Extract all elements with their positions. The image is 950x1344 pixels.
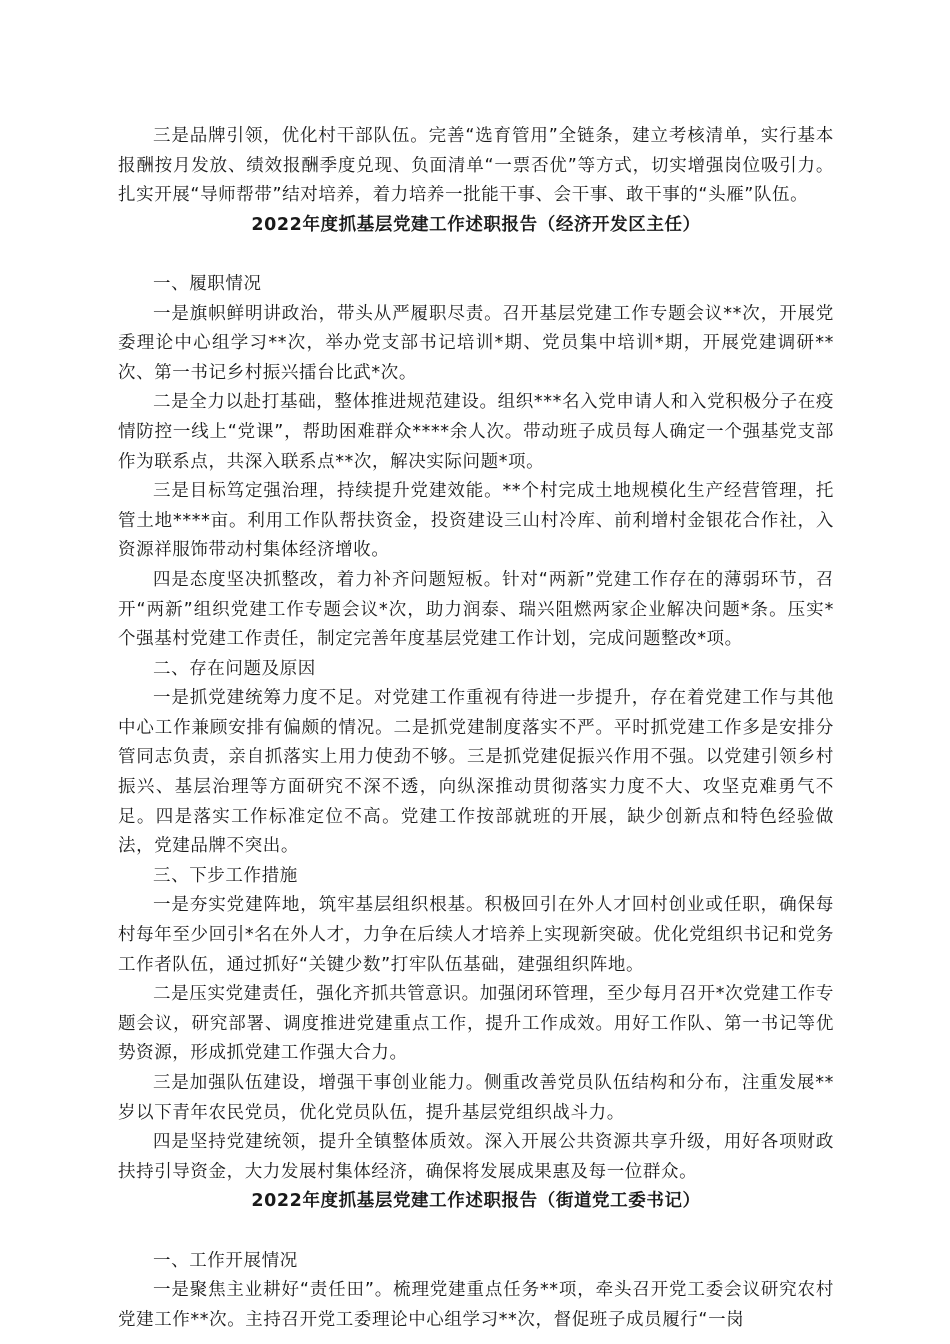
document-body [118, 122, 834, 1335]
report1-section1-paragraph-2: 二是全力以赴打基础，整体推进规范建设。组织***名入党申请人和入党积极分子在疫情防控一线上“党课”，帮助困难群众****余人次。带动班子成员每人确定一个强基党支部作为联系点，共深入联系点**次，解决实际问题*项。 [118, 392, 834, 472]
report2-section1-paragraph-1: 一是聚焦主业耕好“责任田”。梳理党建重点任务**项，牵头召开党工委会议研究农村党建工作**次。主持召开党工委理论中心组学习**次，督促班子成员履行“一岗 [118, 1280, 834, 1330]
report1-section3-paragraph-1: 一是夯实党建阵地，筑牢基层组织根基。积极回引在外人才回村创业或任职，确保每村每年至少回引*名在外人才，力争在后续人才培养上实现新突破。优化党组织书记和党务工作者队伍，通过抓好“关键少数”打牢队伍基础，建强组织阵地。 [118, 895, 834, 975]
report1-section1-paragraph-4: 四是态度坚决抓整改，着力补齐问题短板。针对“两新”党建工作存在的薄弱环节，召开“两新”组织党建工作专题会议*次，助力润泰、瑞兴阻燃两家企业解决问题*条。压实*个强基村党建工作责任，制定完善年度基层党建工作计划，完成问题整改*项。 [118, 569, 834, 650]
report1-section1-paragraph-1: 一是旗帜鲜明讲政治，带头从严履职尽责。召开基层党建工作专题会议**次，开展党委理论中心组学习**次，举办党支部书记培训*期、党员集中培训*期，开展党建调研**次、第一书记乡村振兴擂台比武*次。 [118, 303, 834, 383]
report1-section3-paragraph-3: 三是加强队伍建设，增强干事创业能力。侧重改善党员队伍结构和分布，注重发展**岁以下青年农民党员，优化党员队伍，提升基层党组织战斗力。 [118, 1073, 834, 1123]
blank-line [118, 240, 834, 270]
report2-section1-heading: 一、工作开展情况 [153, 1250, 298, 1271]
intro-paragraph: 三是品牌引领，优化村干部队伍。完善“选育管用”全链条，建立考核清单，实行基本报酬按月发放、绩效报酬季度兑现、负面清单“一票否优”等方式，切实增强岗位吸引力。扎实开展“导师帮带”结对培养，着力培养一批能干事、会干事、敢干事的“头雁”队伍。 [118, 126, 834, 206]
report1-section3-paragraph-4: 四是坚持党建统领，提升全镇整体质效。深入开展公共资源共享升级，用好各项财政扶持引导资金，大力发展村集体经济，确保将发展成果惠及每一位群众。 [118, 1132, 834, 1182]
report1-section2-heading: 二、存在问题及原因 [153, 658, 316, 679]
report1-section2-paragraph-1: 一是抓党建统筹力度不足。对党建工作重视有待进一步提升，存在着党建工作与其他中心工作兼顾安排有偏颇的情况。二是抓党建制度落实不严。平时抓党建工作多是安排分管同志负责，亲自抓落实上用力使劲不够。三是抓党建促振兴作用不强。以党建引领乡村振兴、基层治理等方面研究不深不透，向纵深推动贯彻落实力度不大、攻坚克难勇气不足。四是落实工作标准定位不高。党建工作按部就班的开展，缺少创新点和特色经验做法，党建品牌不突出。 [118, 688, 834, 857]
report2-title: 2022年度抓基层党建工作述职报告（街道党工委书记） [251, 1191, 701, 1212]
report1-section1-heading: 一、履职情况 [153, 273, 262, 294]
report1-title: 2022年度抓基层党建工作述职报告（经济开发区主任） [251, 214, 701, 235]
report1-section1-paragraph-3: 三是目标笃定强治理，持续提升党建效能。**个村完成土地规模化生产经营管理，托管土地****亩。利用工作队帮扶资金，投资建设三山村冷库、前利增村金银花合作社，入资源祥服饰带动村集体经济增收。 [118, 481, 834, 561]
report1-section3-heading: 三、下步工作措施 [153, 865, 298, 886]
blank-line [118, 1217, 834, 1247]
report1-section3-paragraph-2: 二是压实党建责任，强化齐抓共管意识。加强闭环管理，至少每月召开*次党建工作专题会议，研究部署、调度推进党建重点工作，提升工作成效。用好工作队、第一书记等优势资源，形成抓党建工作强大合力。 [118, 984, 834, 1064]
